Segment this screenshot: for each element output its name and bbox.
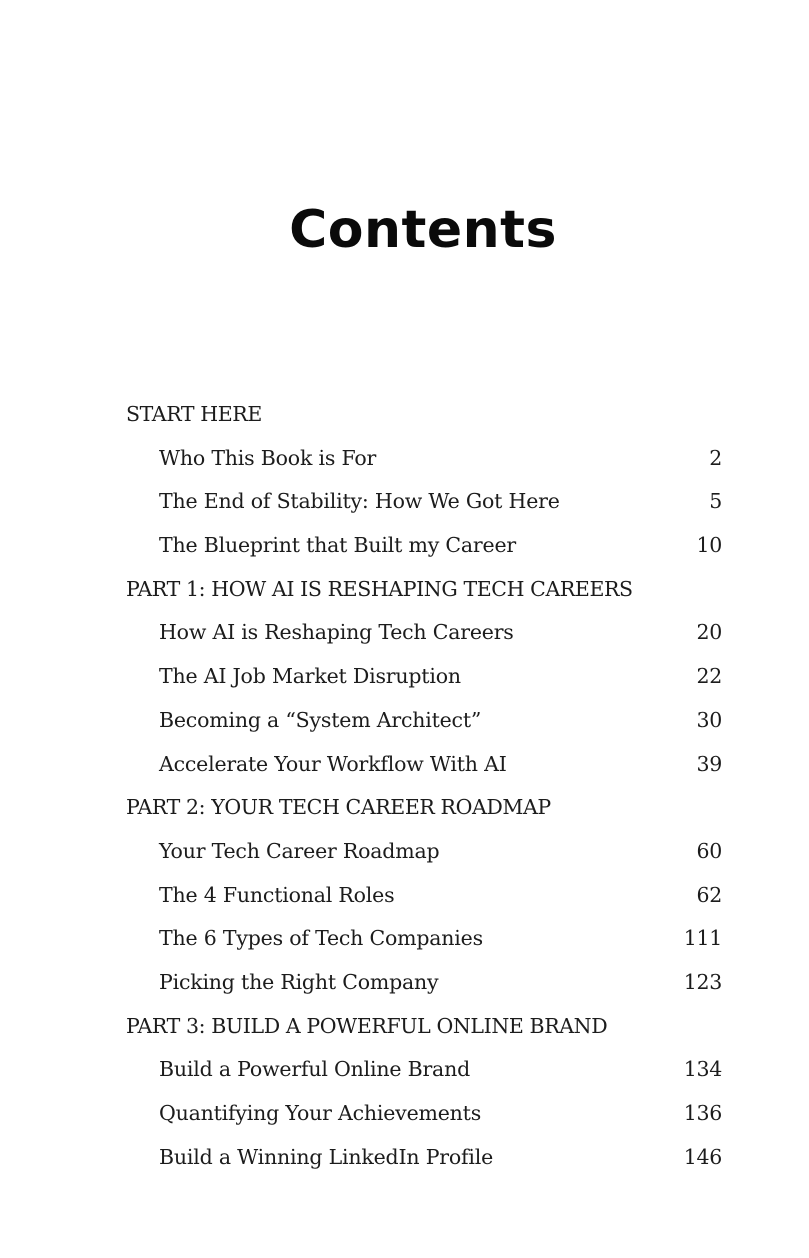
section-heading-start-here: START HERE	[126, 402, 262, 426]
toc-entry-page-number: 10	[696, 533, 722, 558]
toc-entry-page-number: 134	[683, 1057, 722, 1082]
toc-entry-title: The 4 Functional Roles	[159, 882, 395, 907]
toc-entry[interactable]	[126, 830, 722, 874]
toc-entry[interactable]	[126, 1092, 722, 1136]
toc-entry-title: Quantifying Your Achievements	[159, 1101, 482, 1125]
toc-entry[interactable]	[126, 917, 722, 961]
toc-entry[interactable]	[126, 480, 722, 524]
toc-entry-page-number: 62	[696, 882, 722, 907]
toc-entry[interactable]	[126, 699, 722, 743]
toc-entry-page-number: 146	[683, 1144, 722, 1169]
toc-entry-title: Becoming a “System Architect”	[159, 707, 482, 732]
toc-entry-page-number: 123	[683, 969, 722, 994]
toc-entry-page-number: 30	[696, 707, 722, 732]
toc-entry[interactable]	[126, 743, 722, 787]
toc-entry-page-number: 39	[696, 751, 722, 776]
toc-entry[interactable]	[126, 655, 722, 699]
toc-entry-title: Who This Book is For	[159, 445, 377, 470]
toc-entry-title: Accelerate Your Workflow With AI	[159, 751, 507, 776]
toc-entry-page-number: 5	[709, 489, 722, 514]
section-heading-part-3: PART 3: BUILD A POWERFUL ONLINE BRAND	[126, 1013, 608, 1038]
toc-entry-title: The End of Stability: How We Got Here	[159, 489, 560, 514]
toc-entry-title: Your Tech Career Roadmap	[159, 838, 440, 863]
toc-entry-page-number: 22	[696, 664, 722, 689]
toc-entry-title: The Blueprint that Built my Career	[159, 533, 516, 558]
toc-entry[interactable]	[126, 1048, 722, 1092]
toc-entry-page-number: 20	[696, 620, 722, 645]
toc-entry-page-number: 111	[683, 926, 722, 951]
toc-entry[interactable]	[126, 961, 722, 1005]
toc-entry-page-number: 136	[683, 1101, 722, 1125]
page-title: Contents	[289, 200, 557, 260]
section-heading-part-2: PART 2: YOUR TECH CAREER ROADMAP	[126, 795, 551, 820]
toc-entry-page-number: 2	[709, 445, 722, 470]
toc-entry-page-number: 60	[696, 838, 722, 863]
table-of-contents	[126, 393, 722, 1179]
toc-entry[interactable]	[126, 874, 722, 918]
toc-entry-title: The 6 Types of Tech Companies	[159, 926, 483, 951]
toc-entry-title: Build a Winning LinkedIn Profile	[159, 1144, 494, 1169]
toc-entry[interactable]	[126, 437, 722, 481]
toc-entry-title: How AI is Reshaping Tech Careers	[159, 620, 514, 645]
toc-entry-title: Build a Powerful Online Brand	[159, 1057, 470, 1082]
toc-entry[interactable]	[126, 524, 722, 568]
section-heading-part-1: PART 1: HOW AI IS RESHAPING TECH CAREERS	[126, 576, 633, 601]
toc-entry[interactable]	[126, 611, 722, 655]
toc-entry-title: Picking the Right Company	[159, 969, 439, 994]
toc-entry[interactable]	[126, 1136, 722, 1180]
toc-entry-title: The AI Job Market Disruption	[159, 664, 461, 689]
